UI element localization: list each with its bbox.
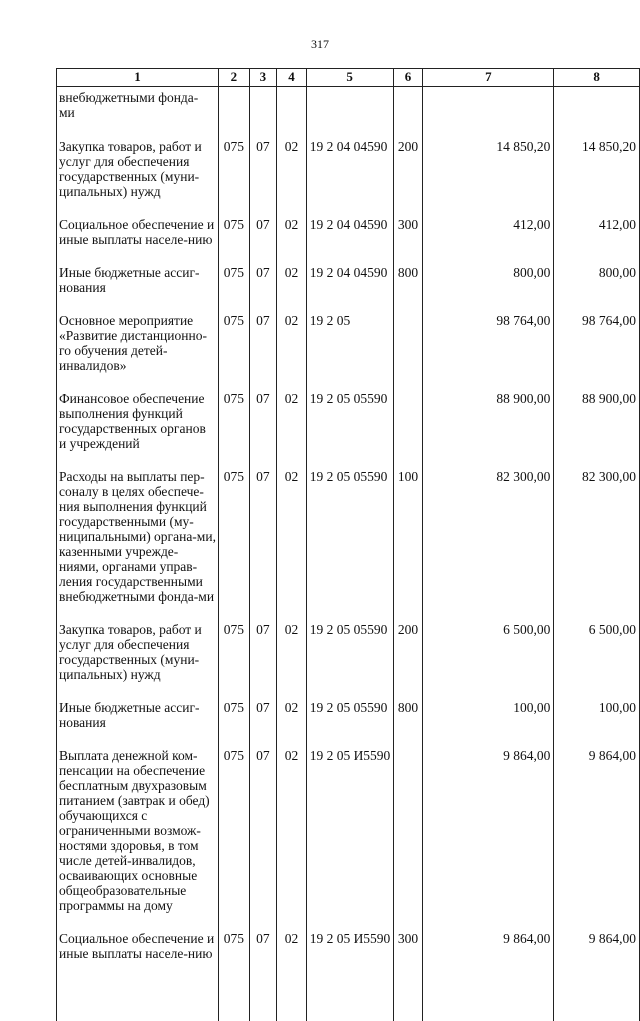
- table-row: [57, 923, 640, 1021]
- table-row: [57, 87, 640, 132]
- row-ministry-code: 075: [218, 461, 249, 614]
- header-col-3: 3: [249, 69, 277, 87]
- row-target-article: [306, 87, 393, 132]
- row-target-article: 19 2 05 05590: [306, 614, 393, 692]
- row-subsection-code: 02: [277, 383, 306, 461]
- row-name: Социальное обеспечение и иные выплаты населе-нию: [57, 209, 219, 257]
- row-expense-type: [393, 383, 423, 461]
- row-section-code: 07: [249, 740, 277, 923]
- row-name: Иные бюджетные ассиг-нования: [57, 257, 219, 305]
- row-target-article: 19 2 04 04590: [306, 209, 393, 257]
- row-subsection-code: 02: [277, 923, 306, 1021]
- row-subsection-code: 02: [277, 692, 306, 740]
- header-row: [57, 69, 640, 87]
- row-expense-type: 800: [393, 257, 423, 305]
- row-section-code: 07: [249, 692, 277, 740]
- row-section-code: 07: [249, 257, 277, 305]
- row-name: Иные бюджетные ассиг-нования: [57, 692, 219, 740]
- row-ministry-code: 075: [218, 257, 249, 305]
- table-row: [57, 209, 640, 257]
- row-section-code: 07: [249, 305, 277, 383]
- row-name: внебюджетными фонда- ми: [57, 87, 219, 132]
- row-subsection-code: 02: [277, 614, 306, 692]
- row-ministry-code: 075: [218, 383, 249, 461]
- row-section-code: 07: [249, 461, 277, 614]
- row-name: Основное мероприятие «Развитие дистанционно-го обучения детей-инвалидов»: [57, 305, 219, 383]
- row-amount-col8: 98 764,00: [554, 305, 640, 383]
- row-amount-col8: 82 300,00: [554, 461, 640, 614]
- row-name: Закупка товаров, работ и услуг для обеспечения государственных (муни-ципальных) нужд: [57, 131, 219, 209]
- row-expense-type: 300: [393, 923, 423, 1021]
- table-row: [57, 614, 640, 692]
- row-section-code: 07: [249, 923, 277, 1021]
- row-expense-type: [393, 87, 423, 132]
- row-target-article: 19 2 05 И5590: [306, 923, 393, 1021]
- row-amount-col7: 14 850,20: [423, 131, 554, 209]
- row-amount-col8: 6 500,00: [554, 614, 640, 692]
- budget-table: [56, 68, 640, 1021]
- row-subsection-code: 02: [277, 305, 306, 383]
- row-amount-col7: 9 864,00: [423, 923, 554, 1021]
- row-amount-col7: 82 300,00: [423, 461, 554, 614]
- table-row: [57, 692, 640, 740]
- header-col-5: 5: [306, 69, 393, 87]
- row-amount-col8: 9 864,00: [554, 923, 640, 1021]
- row-subsection-code: 02: [277, 257, 306, 305]
- row-section-code: 07: [249, 131, 277, 209]
- row-target-article: 19 2 05 05590: [306, 692, 393, 740]
- row-amount-col7: 800,00: [423, 257, 554, 305]
- row-expense-type: 200: [393, 614, 423, 692]
- row-ministry-code: [218, 87, 249, 132]
- row-subsection-code: 02: [277, 131, 306, 209]
- row-amount-col7: 100,00: [423, 692, 554, 740]
- row-amount-col8: 88 900,00: [554, 383, 640, 461]
- row-amount-col8: 412,00: [554, 209, 640, 257]
- row-target-article: 19 2 05 И5590: [306, 740, 393, 923]
- row-ministry-code: 075: [218, 614, 249, 692]
- row-amount-col8: 100,00: [554, 692, 640, 740]
- row-name: Социальное обеспечение и иные выплаты населе-нию: [57, 923, 219, 1021]
- row-ministry-code: 075: [218, 923, 249, 1021]
- row-amount-col8: 800,00: [554, 257, 640, 305]
- row-target-article: 19 2 04 04590: [306, 257, 393, 305]
- row-amount-col7: 98 764,00: [423, 305, 554, 383]
- row-ministry-code: 075: [218, 131, 249, 209]
- row-expense-type: [393, 740, 423, 923]
- header-col-1: 1: [57, 69, 219, 87]
- row-name: Расходы на выплаты пер-соналу в целях обеспече-ния выполнения функций государственными (му-ниципальными) органа-ми, казенными учрежде-ниями, органами управ-ления государственными внебюджетными фонда-ми: [57, 461, 219, 614]
- header-col-7: 7: [423, 69, 554, 87]
- table-row: [57, 740, 640, 923]
- table-row: [57, 257, 640, 305]
- row-subsection-code: [277, 87, 306, 132]
- row-expense-type: [393, 305, 423, 383]
- table-row: [57, 461, 640, 614]
- header-col-4: 4: [277, 69, 306, 87]
- header-col-2: 2: [218, 69, 249, 87]
- header-col-8: 8: [554, 69, 640, 87]
- table-row: [57, 383, 640, 461]
- row-amount-col7: 9 864,00: [423, 740, 554, 923]
- row-amount-col7: 88 900,00: [423, 383, 554, 461]
- row-ministry-code: 075: [218, 692, 249, 740]
- row-subsection-code: 02: [277, 461, 306, 614]
- table-body: [57, 87, 640, 1021]
- row-section-code: [249, 87, 277, 132]
- row-expense-type: 100: [393, 461, 423, 614]
- row-target-article: 19 2 04 04590: [306, 131, 393, 209]
- row-amount-col7: 412,00: [423, 209, 554, 257]
- row-subsection-code: 02: [277, 209, 306, 257]
- row-target-article: 19 2 05 05590: [306, 461, 393, 614]
- row-ministry-code: 075: [218, 740, 249, 923]
- table-row: [57, 131, 640, 209]
- row-amount-col8: 14 850,20: [554, 131, 640, 209]
- row-expense-type: 300: [393, 209, 423, 257]
- row-section-code: 07: [249, 209, 277, 257]
- row-name: Финансовое обеспечение выполнения функций государственных органов и учреждений: [57, 383, 219, 461]
- page-number: 317: [0, 37, 640, 52]
- row-amount-col8: [554, 87, 640, 132]
- row-expense-type: 800: [393, 692, 423, 740]
- row-target-article: 19 2 05: [306, 305, 393, 383]
- row-amount-col8: 9 864,00: [554, 740, 640, 923]
- row-section-code: 07: [249, 383, 277, 461]
- table-row: [57, 305, 640, 383]
- row-ministry-code: 075: [218, 209, 249, 257]
- row-ministry-code: 075: [218, 305, 249, 383]
- row-subsection-code: 02: [277, 740, 306, 923]
- header-col-6: 6: [393, 69, 423, 87]
- row-target-article: 19 2 05 05590: [306, 383, 393, 461]
- row-name: Выплата денежной ком-пенсации на обеспечение бесплатным двухразовым питанием (завтрак и обед) обучающихся с ограниченными возмож-ностями здоровья, в том числе детей-инвалидов, осваивающих основные общеобразовательные программы на дому: [57, 740, 219, 923]
- row-amount-col7: 6 500,00: [423, 614, 554, 692]
- row-section-code: 07: [249, 614, 277, 692]
- row-amount-col7: [423, 87, 554, 132]
- row-name: Закупка товаров, работ и услуг для обеспечения государственных (муни-ципальных) нужд: [57, 614, 219, 692]
- row-expense-type: 200: [393, 131, 423, 209]
